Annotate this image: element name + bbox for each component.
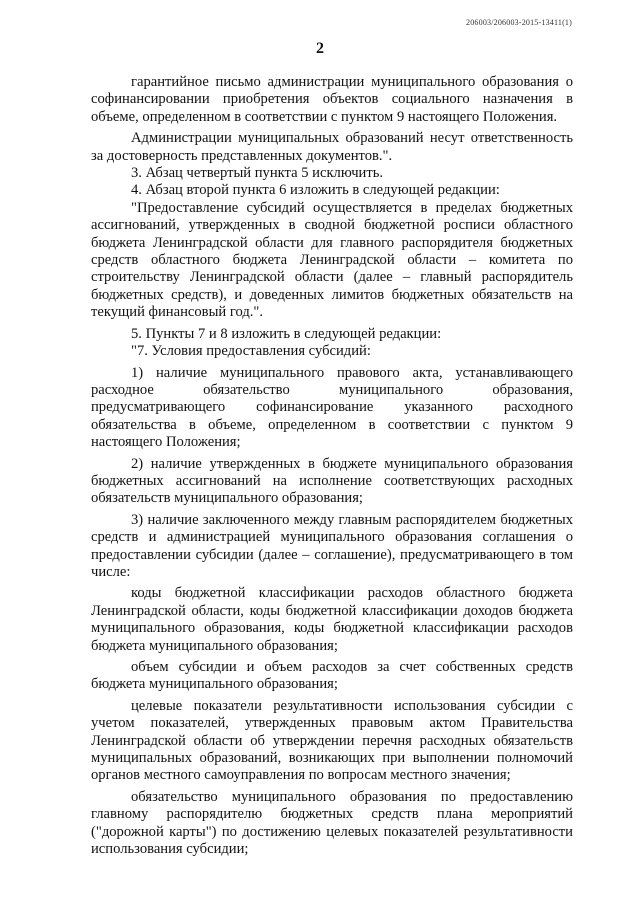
paragraph: 3) наличие заключенного между главным распорядителем бюджетных средств и администрацией муниципального образования соглашения о предоставлении субсидии (далее – соглашение), предусматривающего в том числе:	[91, 511, 573, 580]
paragraph: "7. Условия предоставления субсидий:	[131, 343, 371, 360]
paragraph: обязательство муниципального образования по предоставлению главному распорядителю бюджетных средств плана мероприятий ("дорожной карты") по достижению целевых показателей результативности использования субсидии;	[91, 788, 573, 858]
paragraph: 1) наличие муниципального правового акта, устанавливающего расходное обязательство муниципального образования, предусматривающего софинансирование указанного расходного обязательства в объеме, определенном в соответствии с пунктом 9 настоящего Положения;	[91, 364, 573, 451]
page-number: 2	[316, 40, 324, 57]
paragraph: гарантийное письмо администрации муниципального образования о софинансировании приобретения объектов социального назначения в объеме, определенном в соответствии с пунктом 9 настоящего Положения.	[91, 74, 573, 125]
paragraph: 4. Абзац второй пункта 6 изложить в следующей редакции:	[131, 182, 500, 199]
paragraph: 2) наличие утвержденных в бюджете муниципального образования бюджетных ассигнований на исполнение соответствующих расходных обязательств муниципального образования;	[91, 455, 573, 507]
paragraph: "Предоставление субсидий осуществляется в пределах бюджетных ассигнований, утвержденных в сводной бюджетной росписи областного бюджета Ленинградской области для главного распорядителя бюджетных средств областного бюджета Ленинградской области – комитета по строительству Ленинградской области (далее – главный распорядитель бюджетных средств), и доведенных лимитов бюджетных обязательств на текущий финансовый год.".	[91, 199, 573, 321]
paragraph: Администрации муниципальных образований несут ответственность за достоверность представленных документов.".	[91, 130, 573, 164]
document-id: 206003/206003-2015-13411(1)	[466, 18, 572, 27]
paragraph: объем субсидии и объем расходов за счет собственных средств бюджета муниципального образования;	[91, 659, 573, 693]
paragraph: целевые показатели результативности использования субсидии с учетом показателей, утвержденных правовым актом Правительства Ленинградской области об утверждении перечня расходных обязательств муниципальных образований, возникающих при выполнении полномочий органов местного самоуправления по вопросам местного значения;	[91, 697, 573, 784]
document-body	[91, 74, 573, 858]
paragraph: коды бюджетной классификации расходов областного бюджета Ленинградской области, коды бюджетной классификации доходов бюджета муниципального образования, коды бюджетной классификации расходов бюджета муниципального образования;	[91, 585, 573, 654]
paragraph: 3. Абзац четвертый пункта 5 исключить.	[131, 165, 384, 182]
paragraph: 5. Пункты 7 и 8 изложить в следующей редакции:	[131, 325, 442, 342]
